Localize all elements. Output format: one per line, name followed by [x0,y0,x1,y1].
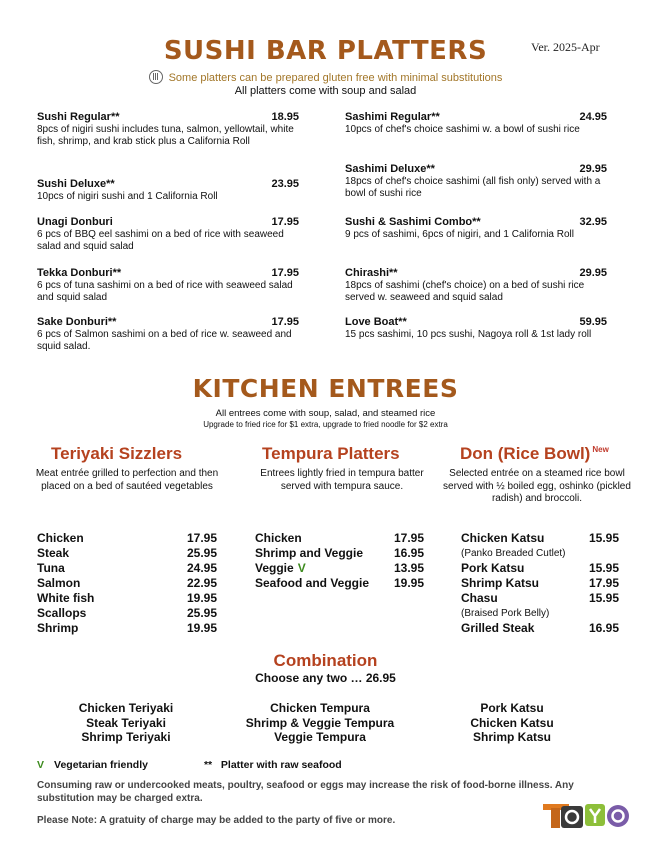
item-price: 24.95 [579,111,607,123]
combo-option: Shrimp Katsu [472,730,551,744]
sushi-item [37,111,299,149]
item-price: 16.95 [588,621,619,635]
new-badge: New [592,445,609,454]
item-description: 18pcs of chef's choice sashimi (all fish only) served with a bowl of sushi rice [345,175,601,199]
item-price: 25.95 [186,546,217,560]
item-description: 6 pcs of Salmon sashimi on a bed of rice w. seaweed and squid salad. [37,328,292,352]
item-price: 17.95 [271,267,299,279]
combo-option: Chicken Tempura [270,701,370,715]
combo-option: Pork Katsu [480,701,544,715]
combo-column [56,701,196,745]
food-safety-warning: Consuming raw or undercooked meats, poultry, seafood or eggs may increase the risk of food-borne illness. Any substitution may be charged extra. [37,780,574,804]
platter-soup-note: All platters come with soup and salad [234,85,417,97]
item-description: 18pcs of sashimi (chef's choice) on a bed of sushi rice served w. seaweed and squid salad [345,279,585,303]
item-price: 15.95 [588,531,619,545]
item-price: 16.95 [393,546,424,560]
item-price: 17.95 [271,316,299,328]
item-price: 17.95 [186,531,217,545]
item-note: (Braised Pork Belly) [461,608,550,619]
item-name: Love Boat** [345,316,407,328]
combo-option: Veggie Tempura [274,730,366,744]
item-name: Shrimp [37,621,79,635]
list-item [37,546,217,561]
item-name: Veggie [255,561,294,575]
sushi-item [37,216,299,254]
list-item-note [461,606,619,621]
item-name: Seafood and Veggie [255,576,370,590]
item-price: 59.95 [579,316,607,328]
combination-title: Combination [273,651,378,670]
list-item [461,561,619,576]
item-name: Chicken [37,531,84,545]
list-item [461,531,619,546]
item-name: Sake Donburi** [37,316,117,328]
vegetarian-icon: V [297,561,306,575]
list-item [37,591,217,606]
sushi-item [37,178,299,203]
combo-option: Chicken Teriyaki [78,701,174,715]
gratuity-note: Please Note: A gratuity of charge may be added to the party of five or more. [37,815,396,826]
sushi-bar-title: SUSHI BAR PLATTERS [163,36,488,66]
item-price: 32.95 [579,216,607,228]
kitchen-entrees-note: All entrees come with soup, salad, and steamed rice [215,408,436,419]
don-title-text: Don (Rice Bowl) [460,444,591,463]
list-item [37,576,217,591]
item-name: Sashimi Deluxe** [345,163,435,175]
list-item [37,561,217,576]
list-item [255,561,424,576]
vegetarian-icon: V [37,759,45,771]
item-name: Unagi Donburi [37,216,113,228]
item-name: Shrimp and Veggie [255,546,364,560]
item-description: 6 pcs of BBQ eel sashimi on a bed of rice with seaweed salad and squid salad [37,228,284,252]
item-name: Sushi & Sashimi Combo** [345,216,481,228]
item-name: Shrimp Katsu [461,576,540,590]
list-item [255,531,424,546]
gluten-free-text: Some platters can be prepared gluten free with minimal substitutions [168,72,503,84]
raw-seafood-label: Platter with raw seafood [220,759,342,771]
item-price: 19.95 [186,621,217,635]
item-description: 15 pcs sashimi, 10 pcs sushi, Nagoya roll & 1st lady roll [345,328,592,340]
item-price: 19.95 [186,591,217,605]
list-item [37,606,217,621]
tempura-description: Entrees lightly fried in tempura batter served with tempura sauce. [260,468,424,492]
item-description: 10pcs of chef's choice sashimi w. a bowl of sushi rice [345,123,580,135]
item-price: 23.95 [271,178,299,190]
sushi-item [37,316,299,354]
item-price: 18.95 [271,111,299,123]
combo-option: Shrimp Teriyaki [81,730,171,744]
item-price: 29.95 [579,267,607,279]
gluten-free-note [0,70,651,84]
item-name: Grilled Steak [461,621,535,635]
toyo-logo [541,800,633,830]
item-note: (Panko Breaded Cutlet) [461,548,566,559]
item-price: 24.95 [186,561,217,575]
item-name: Sashimi Regular** [345,111,440,123]
combo-option: Steak Teriyaki [86,715,166,730]
item-price: 17.95 [271,216,299,228]
sushi-item [345,216,607,241]
kitchen-entrees-title: KITCHEN ENTREES [192,374,459,403]
menu-version: Ver. 2025-Apr [531,40,600,54]
don-title [460,444,609,464]
sushi-item [345,111,607,136]
tempura-list [255,531,424,591]
item-name: Sushi Regular** [37,111,120,123]
vegetarian-label: Vegetarian friendly [54,759,148,771]
list-item [461,576,619,591]
teriyaki-description: Meat entrée grilled to perfection and then placed on a bed of sautéed vegetables [35,468,219,492]
list-item [255,576,424,591]
list-item [255,546,424,561]
legend [37,759,342,771]
upgrade-note: Upgrade to fried rice for $1 extra, upgrade to fried noodle for $2 extra [203,420,448,429]
item-name: Pork Katsu [461,561,525,575]
sushi-item [37,267,299,305]
item-price: 13.95 [393,561,424,575]
item-name: Sushi Deluxe** [37,178,115,190]
combo-column [452,701,572,745]
sushi-item [345,163,607,201]
combination-subtitle: Choose any two … 26.95 [255,671,396,685]
tempura-title: Tempura Platters [262,444,400,463]
don-list [461,531,619,636]
item-price: 17.95 [588,576,619,590]
list-item [37,621,217,636]
item-description: 10pcs of nigiri sushi and 1 California Roll [37,190,218,202]
item-price: 15.95 [588,561,619,575]
combo-option: Chicken Katsu [470,715,554,730]
item-name: Tuna [37,561,65,575]
item-price: 22.95 [186,576,217,590]
item-price: 29.95 [579,163,607,175]
item-name: White fish [37,591,95,605]
item-price: 17.95 [393,531,424,545]
item-name: Tekka Donburi** [37,267,122,279]
item-name: Salmon [37,576,81,590]
item-price: 19.95 [393,576,424,590]
item-name: Chasu [461,591,498,605]
list-item [37,531,217,546]
item-description: 8pcs of nigiri sushi includes tuna, salmon, yellowtail, white fish, shrimp, and krab stick plus a California Roll [37,123,294,147]
list-item [461,621,619,636]
item-price: 25.95 [186,606,217,620]
item-name: Chicken [255,531,302,545]
item-name: Chirashi** [345,267,398,279]
sushi-item [345,316,607,341]
teriyaki-list [37,531,217,636]
list-item-note [461,546,619,561]
item-description: 9 pcs of sashimi, 6pcs of nigiri, and 1 California Roll [345,228,574,240]
item-name: Scallops [37,606,87,620]
item-price: 15.95 [588,591,619,605]
sushi-item [345,267,607,305]
teriyaki-title: Teriyaki Sizzlers [51,444,183,463]
don-description: Selected entrée on a steamed rice bowl served with ½ boiled egg, oshinko (pickled radish) and broccoli. [443,468,631,504]
item-name: Steak [37,546,70,560]
combo-column [230,701,410,745]
raw-seafood-symbol: ** [203,759,213,771]
list-item [461,591,619,606]
gluten-free-icon [149,70,163,84]
item-name: Chicken Katsu [461,531,545,545]
item-description: 6 pcs of tuna sashimi on a bed of rice with seaweed salad and squid salad [37,279,293,303]
combo-option: Shrimp & Veggie Tempura [245,715,395,730]
